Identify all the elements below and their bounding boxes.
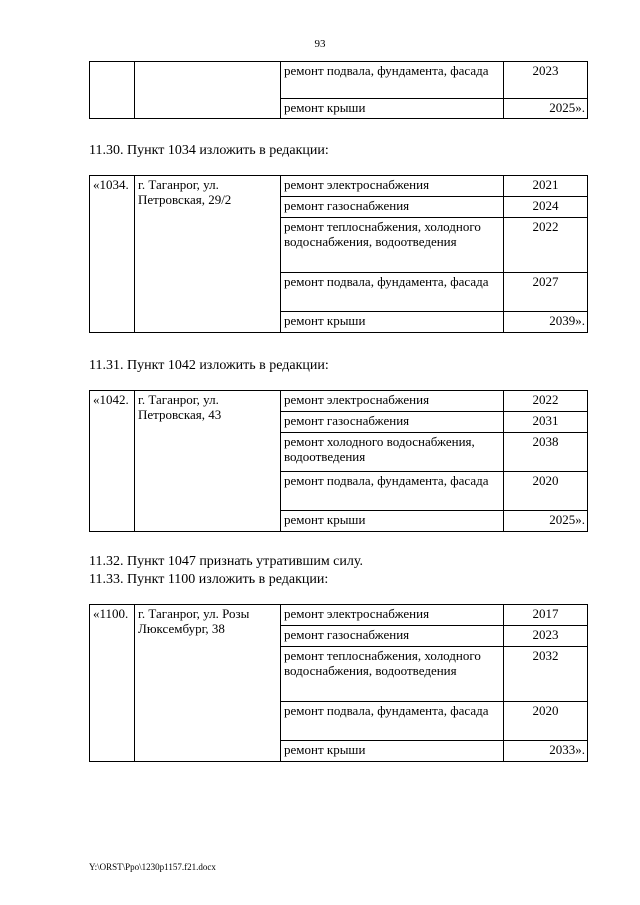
year-cell: 2039». [504,312,588,333]
year-cell: 2023 [504,626,588,647]
year-cell: 2022 [504,391,588,412]
continuation-table [89,61,588,119]
work-type-cell: ремонт электроснабжения [281,391,504,412]
amendment-paragraph: 11.30. Пункт 1034 изложить в редакции: [89,143,329,158]
work-type-cell: ремонт подвала, фундамента, фасада [281,62,504,99]
work-type-cell: ремонт газоснабжения [281,412,504,433]
item-number-cell: «1100. [90,605,135,762]
year-cell: 2024 [504,197,588,218]
year-cell: 2020 [504,702,588,741]
amendment-paragraph: 11.33. Пункт 1100 изложить в редакции: [89,572,329,587]
year-cell: 2020 [504,472,588,511]
item-number-cell: «1042. [90,391,135,532]
work-type-cell: ремонт электроснабжения [281,605,504,626]
address-cell: г. Таганрог, ул. Петровская, 43 [135,391,281,532]
year-cell: 2017 [504,605,588,626]
address-cell: г. Таганрог, ул. Розы Люксембург, 38 [135,605,281,762]
work-type-cell: ремонт крыши [281,312,504,333]
year-cell: 2023 [504,62,588,99]
work-type-cell: ремонт газоснабжения [281,626,504,647]
work-type-cell: ремонт крыши [281,99,504,119]
document-file-path: Y:\ORST\Ppo\1230p1157.f21.docx [89,862,216,872]
item-number-cell: «1034. [90,176,135,333]
address-cell [135,62,281,119]
work-type-cell: ремонт подвала, фундамента, фасада [281,702,504,741]
year-cell: 2025». [504,511,588,532]
address-cell: г. Таганрог, ул. Петровская, 29/2 [135,176,281,333]
year-cell: 2033». [504,741,588,762]
work-type-cell: ремонт крыши [281,511,504,532]
work-type-cell: ремонт теплоснабжения, холодного водоснабжения, водоотведения [281,647,504,702]
page-number: 93 [314,38,326,50]
work-type-cell: ремонт подвала, фундамента, фасада [281,273,504,312]
work-type-cell: ремонт крыши [281,741,504,762]
amendment-paragraph: 11.31. Пункт 1042 изложить в редакции: [89,358,329,373]
work-type-cell: ремонт подвала, фундамента, фасада [281,472,504,511]
item-1034-table [89,175,588,333]
work-type-cell: ремонт холодного водоснабжения, водоотведения [281,433,504,472]
year-cell: 2025». [504,99,588,119]
year-cell: 2038 [504,433,588,472]
year-cell: 2021 [504,176,588,197]
item-1042-table [89,390,588,532]
work-type-cell: ремонт газоснабжения [281,197,504,218]
work-type-cell: ремонт электроснабжения [281,176,504,197]
item-number-cell [90,62,135,119]
amendment-paragraph: 11.32. Пункт 1047 признать утратившим силу. [89,554,363,569]
year-cell: 2031 [504,412,588,433]
item-1100-table [89,604,588,762]
work-type-cell: ремонт теплоснабжения, холодного водоснабжения, водоотведения [281,218,504,273]
year-cell: 2027 [504,273,588,312]
year-cell: 2032 [504,647,588,702]
year-cell: 2022 [504,218,588,273]
